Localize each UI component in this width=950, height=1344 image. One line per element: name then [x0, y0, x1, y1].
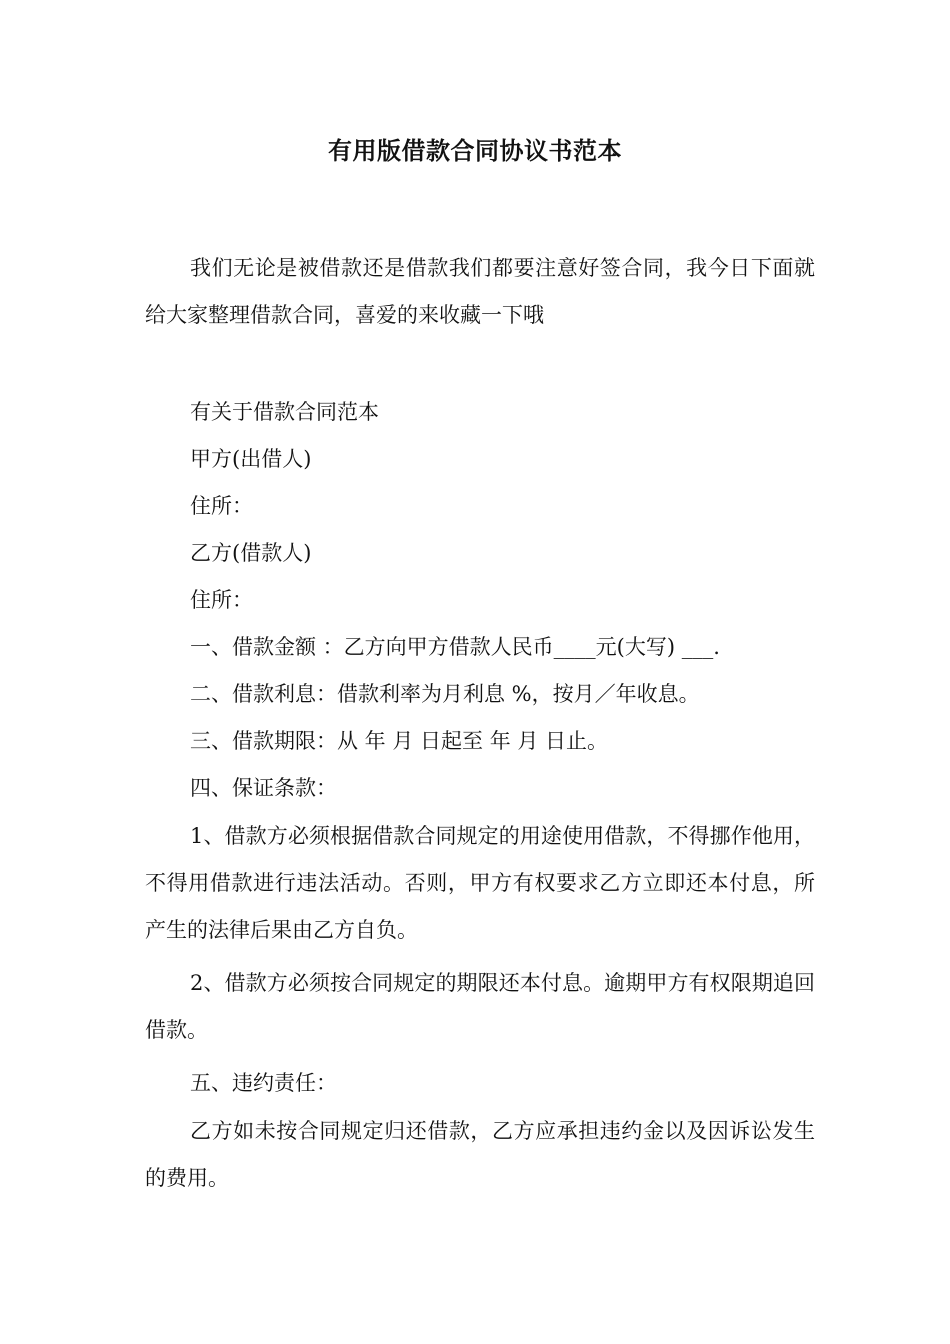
- party-b-address: 住所：: [190, 588, 253, 612]
- party-b-label: 乙方(借款人): [190, 541, 312, 565]
- clause-term: 三、借款期限：从 年 月 日起至 年 月 日止。: [190, 729, 609, 753]
- party-a-label: 甲方(出借人): [190, 447, 312, 471]
- clause-guarantee-heading: 四、保证条款：: [190, 776, 337, 800]
- document-title: 有用版借款合同协议书范本: [328, 137, 622, 165]
- guarantee-paragraph-2: 2、借款方必须按合同规定的期限还本付息。逾期甲方有权限期追回借款。: [145, 971, 815, 1042]
- contract-heading: 有关于借款合同范本: [190, 400, 379, 424]
- breach-paragraph: 乙方如未按合同规定归还借款，乙方应承担违约金以及因诉讼发生的费用。: [145, 1119, 815, 1190]
- party-a-address: 住所：: [190, 494, 253, 518]
- clause-loan-amount: 一、借款金额 ：乙方向甲方借款人民币____元(大写) ___.: [190, 635, 720, 659]
- clause-breach-heading: 五、违约责任：: [190, 1071, 337, 1095]
- intro-paragraph: 我们无论是被借款还是借款我们都要注意好签合同，我今日下面就给大家整理借款合同，喜爱的来收藏一下哦: [145, 256, 815, 327]
- clause-interest: 二、借款利息：借款利率为月利息 %，按月／年收息。: [190, 682, 700, 706]
- guarantee-paragraph-1: 1、借款方必须根据借款合同规定的用途使用借款，不得挪作他用，不得用借款进行违法活动。否则，甲方有权要求乙方立即还本付息，所产生的法律后果由乙方自负。: [145, 824, 815, 942]
